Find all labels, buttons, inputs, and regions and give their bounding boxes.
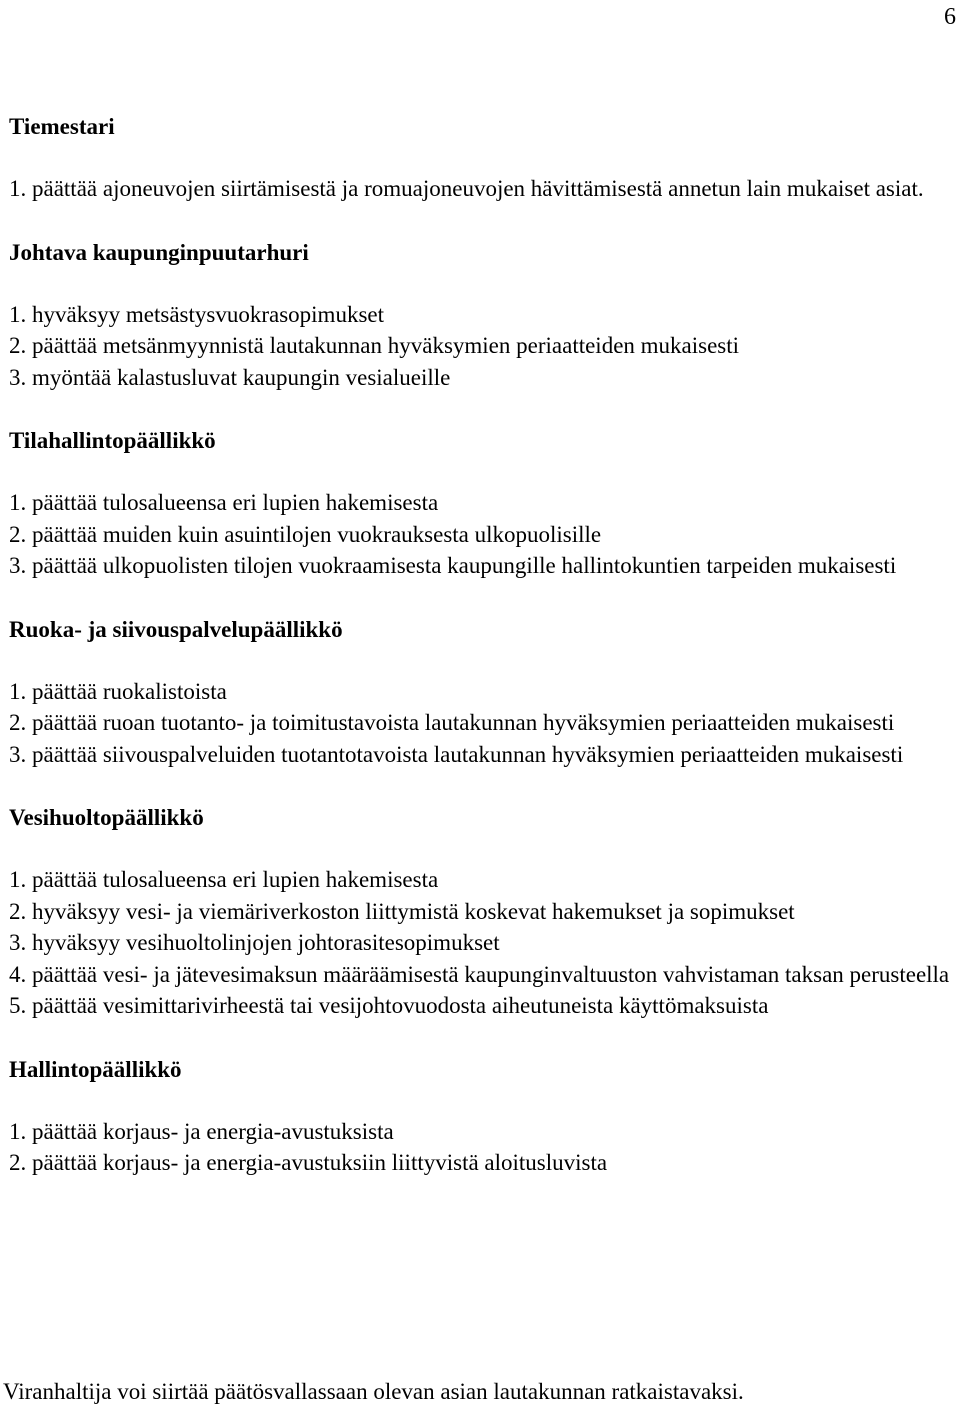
section-vesihuoltopaallikko <box>9 802 954 1022</box>
section-hallintopaallikko <box>9 1054 954 1179</box>
list-item: 1. hyväksyy metsästysvuokrasopimukset <box>9 301 384 327</box>
section-heading: Hallintopäällikkö <box>9 1056 182 1082</box>
list-item: 2. päättää metsänmyynnistä lautakunnan hyväksymien periaatteiden mukaisesti <box>9 333 740 358</box>
list-item: 5. päättää vesimittarivirheestä tai vesijohtovuodosta aiheutuneista käyttömaksuista <box>9 993 769 1018</box>
list-item: 1. päättää ajoneuvojen siirtämisestä ja romuajoneuvojen hävittämisestä annetun lain mukaiset asiat. <box>9 176 924 201</box>
list-item: 1. päättää ruokalistoista <box>9 678 227 704</box>
section-heading: Johtava kaupunginpuutarhuri <box>9 239 309 265</box>
section-tiemestari <box>9 111 954 205</box>
section-heading: Tilahallintopäällikkö <box>9 428 216 453</box>
section-ruoka-ja-siivouspalvelupaallikko <box>9 614 954 771</box>
section-heading: Tiemestari <box>9 114 115 139</box>
list-item: 2. päättää korjaus- ja energia-avustuksiin liittyvistä aloitusluvista <box>9 1150 608 1175</box>
list-item: 3. päättää ulkopuolisten tilojen vuokraamisesta kaupungille hallintokuntien tarpeiden mukaisesti <box>9 553 897 578</box>
list-item: 2. päättää ruoan tuotanto- ja toimitustavoista lautakunnan hyväksymien periaatteiden mukaisesti <box>9 710 895 735</box>
list-item: 3. myöntää kalastusluvat kaupungin vesialueille <box>9 364 451 390</box>
list-item: 2. päättää muiden kuin asuintilojen vuokrauksesta ulkopuolisille <box>9 521 602 547</box>
list-item: 1. päättää korjaus- ja energia-avustuksista <box>9 1118 394 1144</box>
section-heading: Vesihuoltopäällikkö <box>9 805 204 830</box>
list-item: 3. hyväksyy vesihuoltolinjojen johtorasitesopimukset <box>9 930 500 955</box>
list-item: 1. päättää tulosalueensa eri lupien hakemisesta <box>9 867 439 892</box>
section-heading: Ruoka- ja siivouspalvelupäällikkö <box>9 616 343 642</box>
list-item: 2. hyväksyy vesi- ja viemäriverkoston liittymistä koskevat hakemukset ja sopimukset <box>9 898 795 924</box>
page-number: 6 <box>944 4 956 30</box>
list-item: 1. päättää tulosalueensa eri lupien hakemisesta <box>9 490 439 515</box>
section-johtava-kaupunginpuutarhuri <box>9 237 954 394</box>
section-tilahallintopaallikko <box>9 425 954 582</box>
footer-note: Viranhaltija voi siirtää päätösvallassaan olevan asian lautakunnan ratkaistavaksi. <box>3 1379 744 1404</box>
list-item: 3. päättää siivouspalveluiden tuotantotavoista lautakunnan hyväksymien periaatteiden mukaisesti <box>9 741 904 767</box>
list-item: 4. päättää vesi- ja jätevesimaksun määräämisestä kaupunginvaltuuston vahvistaman taksan perusteella <box>9 961 950 987</box>
document-body <box>9 111 954 1211</box>
